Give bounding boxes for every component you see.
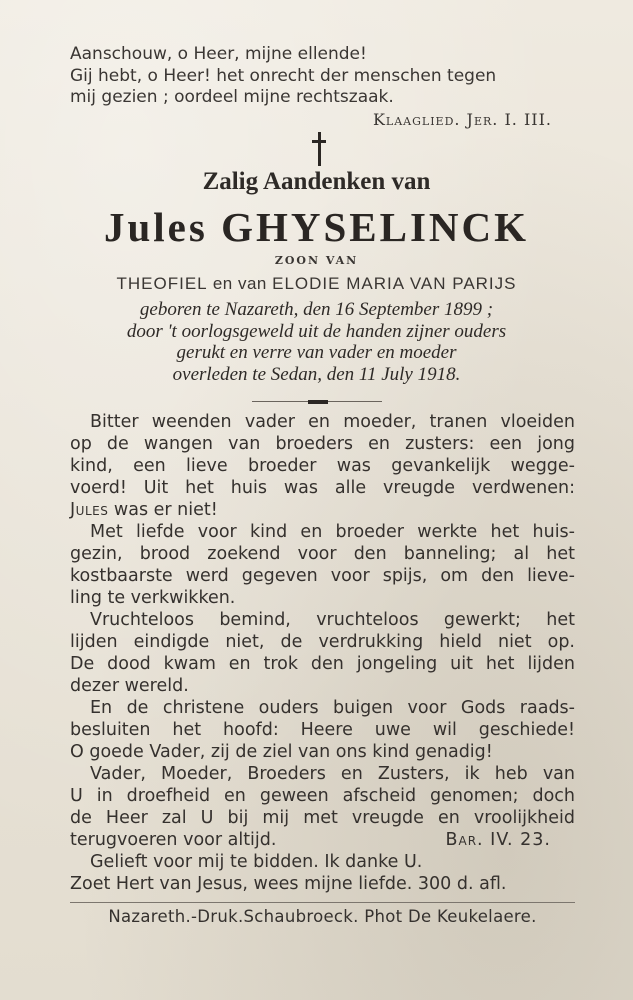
body-fragment: was er niet! [108, 500, 218, 520]
body-line: lijden eindigde niet, de verdrukking hield niet op. [70, 632, 575, 652]
body-line [70, 499, 575, 521]
mother-name: ELODIE MARIA VAN PARIJS [272, 274, 517, 293]
son-of-label: ZOON VAN [274, 254, 359, 267]
deceased-name: Jules GHYSELINCK [103, 204, 530, 250]
body-text [70, 411, 575, 895]
body-line: op de wangen van broeders en zusters: een jong [70, 434, 575, 454]
body-line: kind, een lieve broeder was gevankelijk wegge- [70, 456, 575, 476]
printer-credit: Nazareth.-Druk.Schaubroeck. Phot De Keukelaere. [108, 907, 537, 926]
body-line: de Heer zal U bij mij met vreugde en vroolijkheid [70, 808, 575, 828]
body-line: besluiten het hoofd: Heere uwe wil geschiede! [70, 720, 575, 740]
body-line: dezer wereld. [70, 676, 189, 696]
body-line: Met liefde voor kind en broeder werkte het huis- [90, 522, 575, 542]
ornamental-divider [252, 400, 382, 404]
epigraph-line: Gij hebt, o Heer! het onrecht der menschen tegen [70, 65, 497, 86]
body-line: ling te verkwikken. [70, 588, 236, 608]
body-line: Vader, Moeder, Broeders en Zusters, ik heb van [90, 764, 575, 784]
body-line: En de christene ouders buigen voor Gods raads- [90, 698, 575, 718]
invocation: Zoet Hert van Jesus, wees mijne liefde. 300 d. afl. [70, 874, 507, 894]
father-name: THEOFIEL [116, 274, 208, 293]
body-line: Vruchteloos bemind, vruchteloos gewerkt; het [90, 610, 575, 630]
body-line: voerd! Uit het huis was alle vreugde verdwenen: [70, 478, 575, 498]
epigraph [70, 44, 580, 130]
body-line [70, 829, 575, 851]
body-line: U in droefheid en geween afscheid genomen; doch [70, 786, 575, 806]
epigraph-line: mij gezien ; oordeel mijne rechtszaak. [70, 87, 394, 107]
biography-line: gerukt en verre van vader en moeder [176, 342, 457, 363]
epigraph-line: Aanschouw, o Heer, mijne ellende! [70, 44, 367, 64]
parents-line [0, 274, 633, 294]
name-mention: Jules [70, 500, 109, 520]
epigraph-reference: Klaaglied. Jer. I. III. [372, 109, 552, 129]
prayer-request: Gelieft voor mij te bidden. Ik danke U. [90, 852, 423, 872]
biography [0, 299, 633, 385]
biography-line: geboren te Nazareth, den 16 September 1899 ; [139, 299, 494, 320]
body-line: De dood kwam en trok den jongeling uit het lijden [70, 654, 575, 674]
biography-line: door 't oorlogsgeweld uit de handen zijner ouders [126, 320, 507, 342]
body-line: kostbaarste werd gegeven voor spijs, om den lieve- [70, 566, 575, 586]
body-line: gezin, brood zoekend voor den banneling; al het [70, 544, 575, 564]
body-line: Bitter weenden vader en moeder, tranen vloeiden [90, 412, 575, 432]
memorial-intro: Zalig Aandenken van [202, 168, 431, 195]
biography-line: overleden te Sedan, den 11 July 1918. [172, 363, 461, 385]
body-fragment: terugvoeren voor altijd. [70, 830, 277, 850]
cross-icon [312, 132, 326, 166]
footer-rule [70, 902, 575, 903]
body-line: O goede Vader, zij de ziel van ons kind genadig! [70, 742, 493, 762]
scripture-reference: Bar. IV. 23. [445, 830, 551, 850]
and-word: en van [212, 274, 267, 293]
